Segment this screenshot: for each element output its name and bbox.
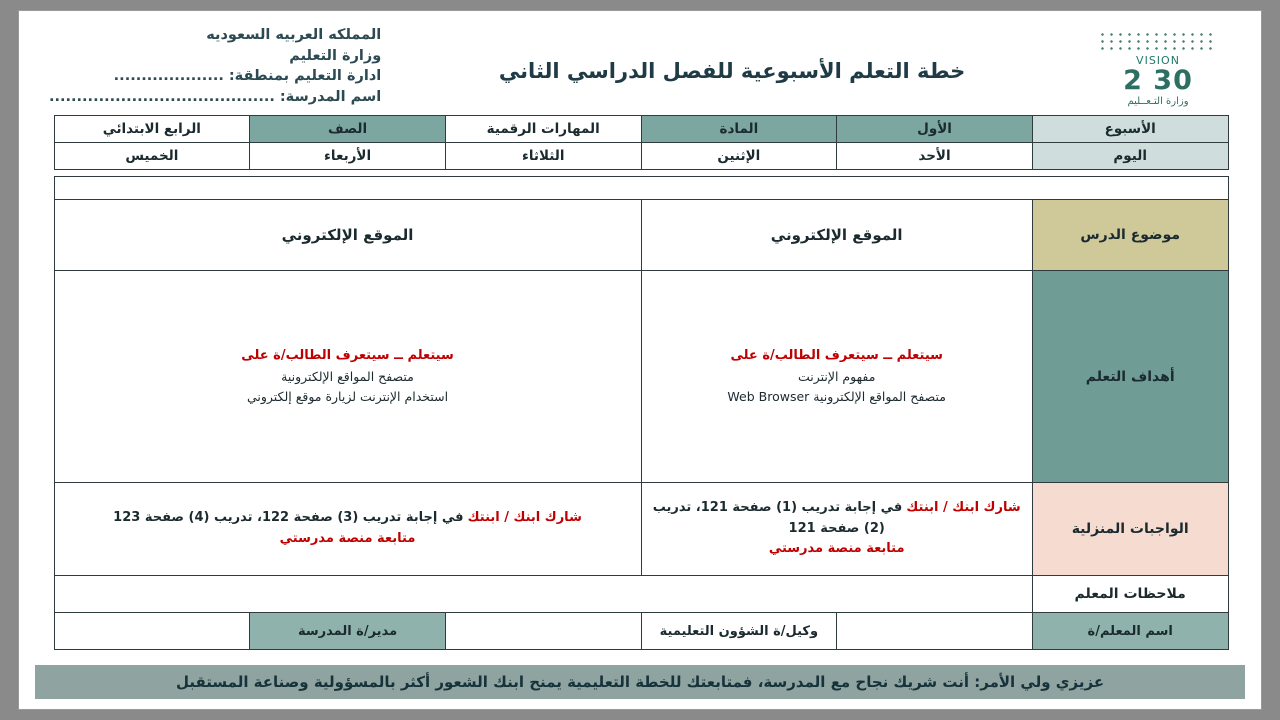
goals-right-line-2: متصفح المواقع الإلكترونية Web Browser [727,388,946,404]
goals-left-line-1: متصفح المواقع الإلكترونية [281,368,414,384]
row-label-teacher-notes: ملاحظات المعلم [1032,576,1228,613]
info-label-day: اليوم [1032,143,1228,170]
homework-left-platform: متابعة منصة مدرستي [279,531,416,546]
day-tuesday: الثلاثاء [445,143,641,170]
goals-left-line-2: استخدام الإنترنت لزيارة موقع إلكتروني [246,388,449,404]
row-label-teacher-name: اسم المعلم/ة [1032,613,1228,650]
info-table [54,115,1229,170]
signature-cell-1[interactable] [837,613,1033,650]
ministry-line-ministry: وزارة التعليم [289,47,382,64]
footer-banner [35,665,1245,699]
document-page [18,10,1262,710]
vision-latin-label: VISION [1136,54,1180,67]
goals-right-line-1: مفهوم الإنترنت [797,368,876,384]
teacher-notes-value[interactable] [54,576,1032,613]
signature-cell-principal: مدير/ة المدرسة [250,613,446,650]
document-body [35,19,1247,699]
page-title: خطة التعلم الأسبوعية للفصل الدراسي الثاني [498,59,966,83]
document-header [35,19,1247,115]
goals-right-head: سيتعلم ــ سيتعرف الطالب/ة على [730,348,943,364]
info-table-row-1 [54,116,1228,143]
homework-left-prefix: شارك ابنك / ابنتك [467,510,582,526]
row-label-lesson-topic: موضوع الدرس [1032,200,1228,271]
homework-right-prefix: شارك ابنك / ابنتك [906,499,1021,515]
info-label-grade: الصف [250,116,446,143]
info-value-subject: المهارات الرقمية [445,116,641,143]
lesson-topic-group-right: الموقع الإلكتروني [641,200,1032,271]
row-label-homework: الواجبات المنزلية [1032,483,1228,576]
homework-right-text: في إجابة تدريب (1) صفحة 121، تدريب (2) صفحة 121 [652,499,903,536]
info-label-week: الأسبوع [1032,116,1228,143]
signature-cell-5[interactable] [54,613,250,650]
document-title-block [381,25,1083,83]
vision-dots-icon [1098,31,1218,53]
info-value-week: الأول [837,116,1033,143]
footer-message: عزيزي ولي الأمر: أنت شريك نجاح مع المدرسة، فمتابعتك للخطة التعليمية يمنح ابنك الشعور أكثر بالمسؤولية وصناعة المستقبل [175,673,1105,691]
signatures-row [54,613,1228,650]
spacer-cell [54,177,1228,200]
weekly-plan-table [54,176,1229,650]
homework-right-platform: متابعة منصة مدرستي [768,541,905,557]
row-label-learning-goals: أهداف التعلم [1032,271,1228,483]
signature-cell-3[interactable] [445,613,641,650]
vision-ministry-label: وزارة التـعــليم [1127,96,1189,107]
ministry-line-country: المملكه العربيه السعوديه [206,27,382,43]
lesson-topic-row [54,200,1228,271]
lesson-topic-group-left: الموقع الإلكتروني [54,200,641,271]
learning-goals-group-left [54,271,641,483]
day-sunday: الأحد [837,143,1033,170]
info-table-row-2 [54,143,1228,170]
info-value-grade: الرابع الابتدائي [54,116,250,143]
learning-goals-row [54,271,1228,483]
vision-number-label: 2 30 [1123,65,1193,96]
day-thursday: الخميس [54,143,250,170]
vision-2030-logo [1083,25,1233,107]
ministry-line-region: ادارة التعليم بمنطقة: .................... [113,68,382,85]
learning-goals-group-right [641,271,1032,483]
teacher-notes-row [54,576,1228,613]
ministry-line-school: اسم المدرسة: ......................................... [49,88,382,105]
homework-group-left [54,483,641,576]
day-monday: الإثنين [641,143,837,170]
signature-cell-affairs-deputy: وكيل/ة الشؤون التعليمية [641,613,837,650]
homework-group-right [641,483,1032,576]
homework-row [54,483,1228,576]
spacer-row [54,177,1228,200]
ministry-info-block [49,25,381,107]
day-wednesday: الأربعاء [250,143,446,170]
homework-left-text: في إجابة تدريب (3) صفحة 122، تدريب (4) صفحة 123 [113,510,464,526]
goals-left-head: سيتعلم ــ سيتعرف الطالب/ة على [241,348,454,364]
info-label-subject: المادة [641,116,837,143]
